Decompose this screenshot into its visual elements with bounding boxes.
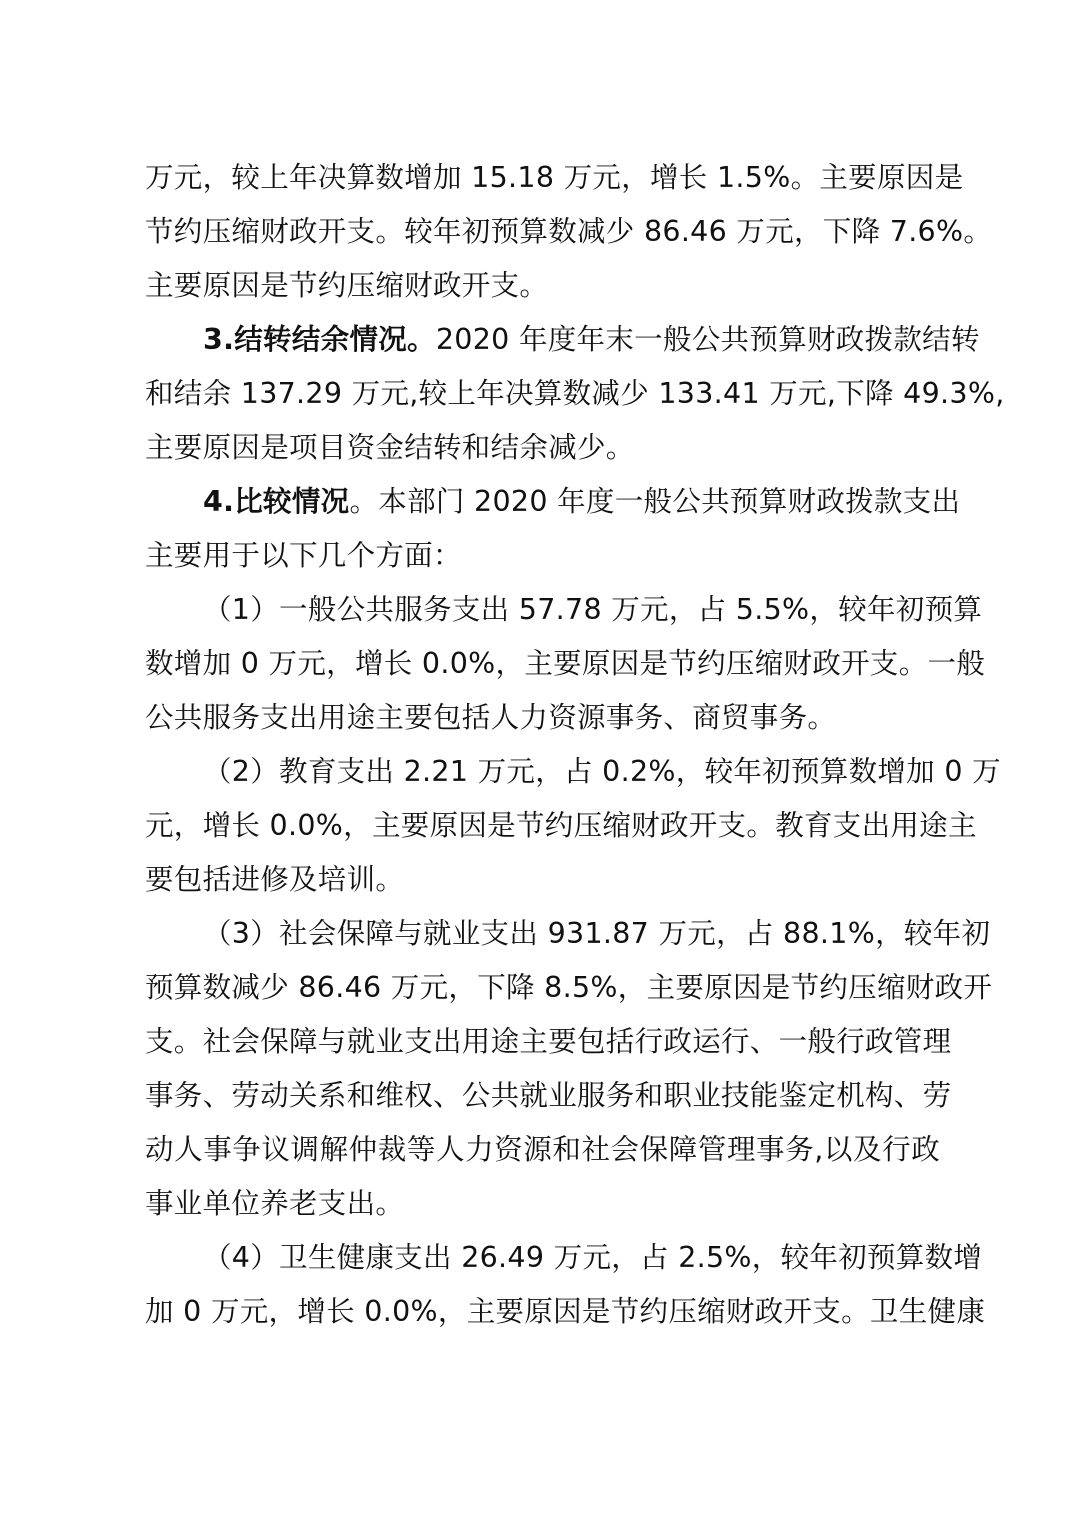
text-line: （2）教育支出 2.21 万元，占 0.2%，较年初预算数增加 0 万 xyxy=(203,755,1001,788)
text-line: 公共服务支出用途主要包括人力资源事务、商贸事务。 xyxy=(145,701,837,734)
text-line: 数增加 0 万元，增长 0.0%，主要原因是节约压缩财政开支。一般 xyxy=(145,647,986,680)
text-line: 加 0 万元，增长 0.0%，主要原因是节约压缩财政开支。卫生健康 xyxy=(145,1295,986,1328)
paragraph-expense-change xyxy=(145,151,993,313)
paragraph-social-security xyxy=(145,907,993,1231)
section-heading: 4.比较情况 xyxy=(203,485,350,518)
text-line: 节约压缩财政开支。较年初预算数减少 86.46 万元，下降 7.6%。 xyxy=(145,215,993,248)
text-line: 动人事争议调解仲裁等人力资源和社会保障管理事务,以及行政 xyxy=(145,1133,940,1166)
document-page xyxy=(145,151,1005,1339)
paragraph-comparison xyxy=(145,475,961,583)
paragraph-general-public-services xyxy=(145,583,986,745)
text-line: 元，增长 0.0%，主要原因是节约压缩财政开支。教育支出用途主 xyxy=(145,809,977,842)
text-line: 事务、劳动关系和维权、公共就业服务和职业技能鉴定机构、劳 xyxy=(145,1079,952,1112)
text-line: 主要原因是节约压缩财政开支。 xyxy=(145,269,549,302)
text-line: 预算数减少 86.46 万元，下降 8.5%，主要原因是节约压缩财政开 xyxy=(145,971,993,1004)
text-line: （4）卫生健康支出 26.49 万元，占 2.5%，较年初预算数增 xyxy=(203,1241,983,1274)
paragraph-carryover-balance xyxy=(145,313,1005,475)
text-line: 事业单位养老支出。 xyxy=(145,1187,405,1220)
text-line: 要包括进修及培训。 xyxy=(145,863,405,896)
paragraph-health xyxy=(145,1231,986,1339)
text-run: 。本部门 2020 年度一般公共预算财政拨款支出 xyxy=(349,485,961,518)
section-heading: 3.结转结余情况。 xyxy=(203,323,436,356)
text-line: 主要原因是项目资金结转和结余减少。 xyxy=(145,431,635,464)
text-run: 2020 年度年末一般公共预算财政拨款结转 xyxy=(435,323,980,356)
text-line: 支。社会保障与就业支出用途主要包括行政运行、一般行政管理 xyxy=(145,1025,952,1058)
paragraph-education xyxy=(145,745,1001,907)
text-line: （1）一般公共服务支出 57.78 万元，占 5.5%，较年初预算 xyxy=(203,593,983,626)
text-line xyxy=(145,313,980,367)
text-line: （3）社会保障与就业支出 931.87 万元，占 88.1%，较年初 xyxy=(203,917,991,950)
text-line: 和结余 137.29 万元,较上年决算数减少 133.41 万元,下降 49.3%, xyxy=(145,377,1005,410)
text-line: 万元，较上年决算数增加 15.18 万元，增长 1.5%。主要原因是 xyxy=(145,161,964,194)
text-line: 主要用于以下几个方面： xyxy=(145,539,462,572)
text-line xyxy=(145,475,961,529)
